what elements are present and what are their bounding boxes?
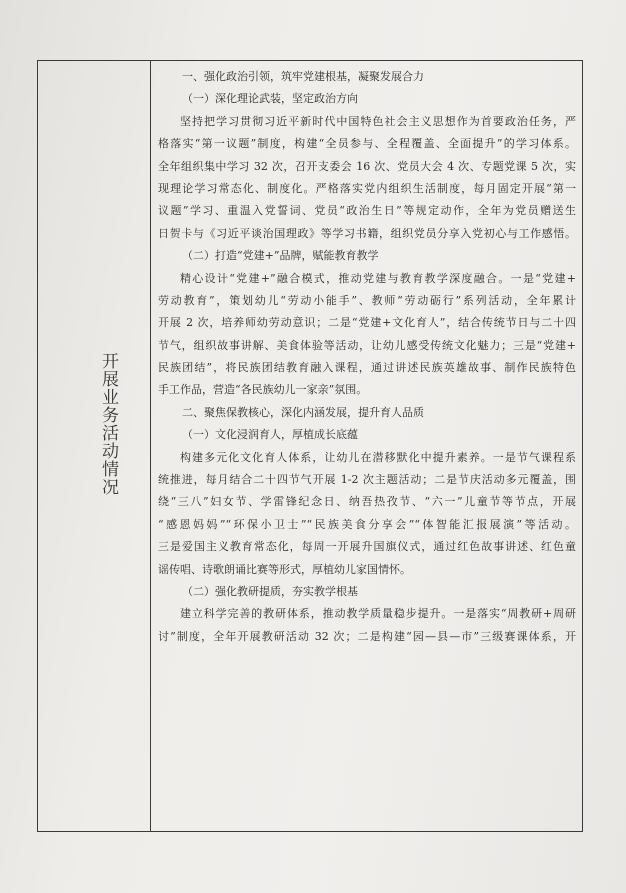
text-line: 节气，组织故事讲解、美食体验等活动，让幼儿感受传统文化魅力；三是“党建+ xyxy=(158,338,576,352)
column-divider xyxy=(150,60,151,832)
text-line: 绕“三八”妇女节、学雷锋纪念日、纳吾热孜节、“六一”儿童节等节点，开展 xyxy=(158,495,576,509)
text-line: 全年组织集中学习 32 次，召开支委会 16 次、党员大会 4 次、专题党课 5 次，实 xyxy=(158,159,576,173)
section-heading: 二、聚焦保教核心，深化内涵发展，提升育人品质 xyxy=(182,405,424,419)
section-heading: 一、强化政治引领，筑牢党建根基，凝聚发展合力 xyxy=(182,70,424,83)
text-line: 坚持把学习贯彻习近平新时代中国特色社会主义思想作为首要政治任务，严 xyxy=(180,114,576,128)
text-line: 精心设计“党建+”融合模式，推动党建与教育教学深度融合。一是“党建+ xyxy=(180,271,576,285)
text-line: 开展 2 次，培养师幼劳动意识；二是“党建+文化育人”，结合传统节日与二十四 xyxy=(158,316,576,330)
text-line: 谣传唱、诗歌朗诵比赛等形式，厚植幼儿家国情怀。 xyxy=(158,562,411,576)
text-line: 格落实“第一议题”制度，构建“全员参与、全程覆盖、全面提升”的学习体系。 xyxy=(158,137,576,151)
text-line: 日贺卡与《习近平谈治国理政》等学习书籍，组织党员分享入党初心与工作感悟。 xyxy=(158,226,576,240)
text-line: 现理论学习常态化、制度化。严格落实党内组织生活制度，每月固定开展“第一 xyxy=(158,181,576,195)
section-heading: （一）文化浸润育人，厚植成长底蕴 xyxy=(182,428,358,442)
text-line: 手工作品，营造“各民族幼儿一家亲”氛围。 xyxy=(158,383,368,397)
content-cell xyxy=(158,66,576,828)
section-heading: （二）强化教研提质，夯实教学根基 xyxy=(182,584,358,598)
side-label: 开展业务活动情况 xyxy=(98,352,118,496)
text-line: 建立科学完善的教研体系，推动教学质量稳步提升。一是落实“周教研+周研 xyxy=(180,607,576,621)
text-line: 劳动教育”，策划幼儿“劳动小能手”、教师“劳动砺行”系列活动，全年累计 xyxy=(158,293,576,307)
section-heading: （二）打造“党建+”品牌，赋能教育教学 xyxy=(182,249,379,263)
section-heading: （一）深化理论武装，坚定政治方向 xyxy=(182,92,358,106)
text-line: 议题”学习、重温入党誓词、党员“政治生日”等规定动作，全年为党员赠送生 xyxy=(158,204,576,218)
text-line: 构建多元化文化育人体系，让幼儿在潜移默化中提升素养。一是节气课程系 xyxy=(180,450,576,464)
text-line: 统推进，每月结合二十四节气开展 1-2 次主题活动；二是节庆活动多元覆盖，围 xyxy=(158,473,576,487)
text-line: 三是爱国主义教育常态化，每周一开展升国旗仪式，通过红色故事讲述、红色童 xyxy=(158,540,576,554)
text-line: 讨”制度，全年开展教研活动 32 次；二是构建“园—县—市”三级赛课体系，开 xyxy=(158,629,576,643)
text-line: 民族团结”，将民族团结教育融入课程，通过讲述民族英雄故事、制作民族特色 xyxy=(158,361,576,375)
text-line: “感恩妈妈”“环保小卫士”“民族美食分享会”“体智能汇报展演”等活动。 xyxy=(158,517,576,531)
